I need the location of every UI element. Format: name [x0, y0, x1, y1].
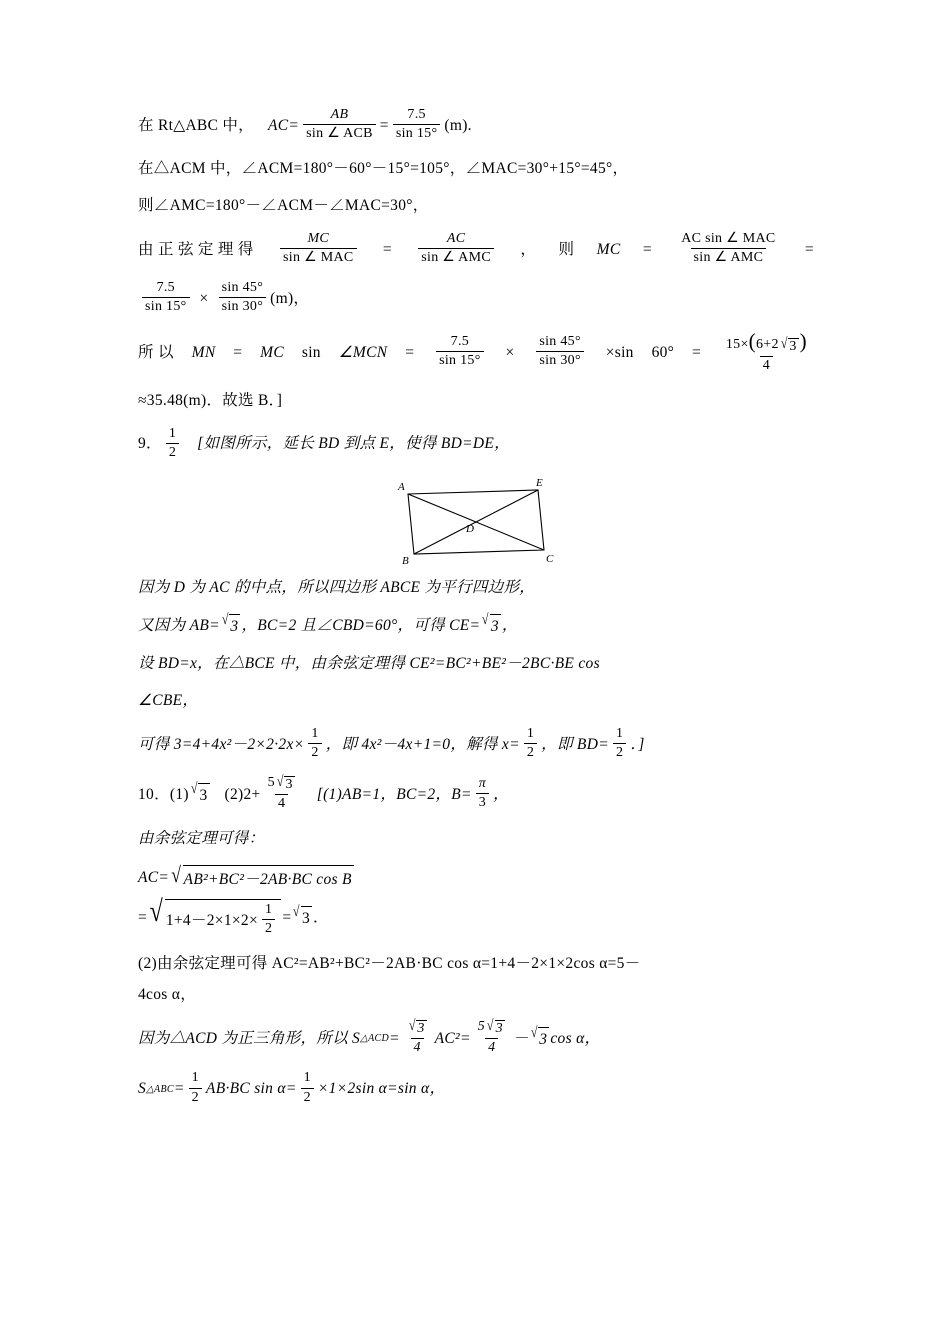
radical-icon: √ 3 — [190, 782, 210, 807]
b20-pre: 因为△ACD 为正三角形，所以 S — [138, 1030, 361, 1048]
b5-frac-1: $\frac{7.5}{\sin 15^\circ}$ — [142, 280, 190, 315]
b4-frac-2: $\frac{AC}{\text{sin ∠ AMC}}$ — [418, 231, 494, 266]
b6-mn: MN — [191, 344, 216, 362]
b14-frac-2: $\frac{\pi}{3}$ — [476, 776, 489, 811]
b6-frac-2: $\frac{\sin 45^\circ}{\sin 30^\circ}$ — [536, 334, 584, 369]
b4-comma: ， — [520, 240, 537, 258]
b20-minus: － — [512, 1030, 529, 1048]
b4-lead: 由 正 弦 定 理 得 — [138, 240, 254, 258]
b6-lead: 所 以 — [138, 344, 174, 362]
line-item-9 — [138, 427, 814, 462]
b21-sub: △ABC — [146, 1083, 174, 1095]
line-cosine-rule-bce — [138, 652, 814, 675]
b5-times: × — [199, 289, 209, 307]
b21-mid: AB·BC sin α= — [205, 1080, 297, 1098]
radical-icon: √ 3 — [530, 1026, 550, 1051]
b5-unit: (m)， — [270, 289, 310, 307]
line-area-abc — [138, 1071, 814, 1106]
b21-frac-1: $\frac{1}{2}$ — [189, 1070, 202, 1105]
b6-frac-3: 15×(6+2 √ 3 ) 4 — [725, 329, 807, 374]
radical-icon: √ 3 — [276, 773, 293, 792]
b13-mid2: ，即 BD= — [541, 735, 609, 753]
line-d-midpoint: 因为 D 为 AC 的中点，所以四边形 ABCE 为平行四边形， — [138, 578, 536, 596]
b10-end: ， — [501, 616, 518, 634]
b8-frac: $\frac{1}{2}$ — [166, 426, 179, 461]
b14-p1: (1) — [169, 785, 189, 803]
radical-icon: √ 1+4－2×1×2× $\frac{1}{2}$ — [148, 898, 281, 938]
b11-text: 设 BD=x，在△BCE 中，由余弦定理得 CE²=BC²+BE²－2BC·BE cos — [138, 655, 600, 673]
line-rt-abc — [138, 108, 814, 143]
b20-eq: = — [389, 1030, 400, 1048]
b1-prefix: 在 Rt△ABC 中， — [138, 116, 254, 134]
line-item-10 — [138, 773, 814, 813]
line-cosine-alpha: (2)由余弦定理可得 AC²=AB²+BC²－2AB·BC cos α=1+4－2×1×2cos α=5－ — [138, 954, 641, 972]
b21-eq: = — [173, 1080, 185, 1098]
b20-sub: △ACD — [360, 1033, 389, 1045]
svg-text:B: B — [402, 554, 409, 566]
b1-frac-1: $\frac{AB}{\text{sin ∠ ACB}}$ — [303, 107, 376, 142]
line-by-cosine-rule: 由余弦定理可得： — [138, 830, 265, 848]
b13-frac-1: $\frac{1}{2}$ — [308, 726, 321, 761]
b6-frac-1: $\frac{7.5}{\sin 15^\circ}$ — [436, 334, 484, 369]
radical-icon: √ AB²+BC²－2AB·BC cos B — [170, 864, 354, 891]
parallelogram-abce-diagram — [386, 476, 566, 566]
b20-tail: cos α， — [550, 1030, 601, 1048]
svg-text:C: C — [546, 552, 554, 565]
b13-frac-2: $\frac{1}{2}$ — [524, 726, 537, 761]
b20-frac-2: 5 √ 3 4 — [477, 1018, 503, 1056]
line-angle-cbe: ∠CBE， — [138, 692, 199, 710]
line-4cos-alpha: 4cos α， — [138, 986, 197, 1003]
b1-frac-2: $\frac{7.5}{\sin 15^\circ}$ — [393, 107, 441, 142]
b17-end: ． — [313, 909, 329, 927]
svg-text:E: E — [536, 476, 543, 489]
b4-then: 则 — [558, 240, 575, 258]
b1-eq: = — [379, 116, 389, 134]
b13-frac-3: $\frac{1}{2}$ — [613, 726, 626, 761]
b5-frac-2: $\frac{\sin 45^\circ}{\sin 30^\circ}$ — [219, 280, 267, 315]
b16-pre: AC= — [138, 869, 170, 887]
line-ac-formula — [138, 864, 814, 891]
line-mn-computation — [138, 330, 814, 375]
line-ac-value — [138, 894, 814, 938]
b21-tail: ×1×2sin α=sin α， — [317, 1080, 446, 1098]
b14-number: 10． — [138, 785, 170, 803]
b6-sin: sin — [301, 344, 321, 362]
b17-frac: $\frac{1}{2}$ — [262, 902, 275, 937]
radical-icon: √ 3 — [292, 905, 312, 930]
b6-times2: ×sin — [605, 344, 634, 362]
b21-frac-2: $\frac{1}{2}$ — [301, 1070, 314, 1105]
b6-mc: MC — [260, 344, 285, 362]
line-solve-x — [138, 727, 814, 762]
b10-mid: ，BC=2 且∠CBD=60°，可得 CE= — [241, 616, 481, 634]
b20-frac-1: √ 3 4 — [408, 1018, 425, 1056]
b10-pre: 又因为 AB= — [138, 616, 220, 634]
b6-angle: ∠MCN — [338, 344, 388, 362]
b17-eq2: = — [282, 909, 292, 927]
b14-tail: [(1)AB=1，BC=2，B= — [316, 785, 472, 803]
b14-end: ， — [493, 785, 509, 803]
b20-mid: AC²= — [434, 1030, 471, 1048]
b6-times1: × — [505, 344, 515, 362]
b17-radicand-pre: 1+4－2×1×2× — [165, 911, 259, 929]
line-amc-angle: 则∠AMC=180°－∠ACM－∠MAC=30°， — [138, 197, 429, 215]
b1-ac-label: AC= — [268, 116, 300, 134]
b4-eq2: = — [642, 240, 652, 258]
b1-unit: (m). — [444, 116, 472, 134]
line-sine-rule — [138, 232, 814, 267]
b4-eq1: = — [382, 240, 392, 258]
line-ab-bc-values — [138, 613, 814, 638]
radical-icon: √ 3 — [481, 613, 501, 638]
b14-p2: (2)2+ — [224, 785, 261, 803]
line-mc-value — [138, 281, 814, 316]
b4-frac-3: $\frac{\text{AC sin ∠ MAC}}{\text{sin ∠ AMC}}$ — [681, 230, 776, 265]
b6-deg: 60° — [651, 344, 675, 362]
b4-mc: MC — [596, 240, 621, 258]
b4-eq3: = — [804, 240, 814, 258]
b6-eq1: = — [233, 344, 243, 362]
radical-icon: √ 3 — [221, 613, 241, 638]
b8-number: 9． — [138, 435, 162, 453]
b13-end: ．] — [630, 735, 645, 753]
solution-content — [138, 108, 814, 1121]
line-area-acd — [138, 1020, 814, 1057]
figure-parallelogram — [138, 476, 814, 566]
line-approx-result: ≈35.48(m)．故选 B．] — [138, 392, 283, 410]
radical-icon: √ 3 — [408, 1018, 425, 1037]
b21-pre: S — [138, 1080, 147, 1098]
b17-eq: = — [138, 909, 148, 927]
b6-eq2: = — [405, 344, 415, 362]
b13-mid: ，即 4x²－4x+1=0，解得 x= — [325, 735, 520, 753]
b4-frac-1: $\frac{MC}{\text{sin ∠ MAC}}$ — [280, 231, 357, 266]
svg-text:D: D — [466, 522, 474, 535]
line-acm-angles: 在△ACM 中，∠ACM=180°－60°－15°=105°，∠MAC=30°+15°=45°， — [138, 160, 629, 178]
b14-frac-1: 5 √ 3 4 — [267, 773, 293, 811]
b8-text: [如图所示，延长 BD 到点 E，使得 BD=DE， — [197, 435, 510, 453]
b13-pre: 可得 3=4+4x²－2×2·2x× — [138, 735, 305, 753]
radical-icon: √ 3 — [780, 336, 797, 355]
radical-icon: √ 3 — [486, 1018, 503, 1037]
b6-eq3: = — [692, 344, 702, 362]
svg-text:A: A — [398, 480, 405, 493]
